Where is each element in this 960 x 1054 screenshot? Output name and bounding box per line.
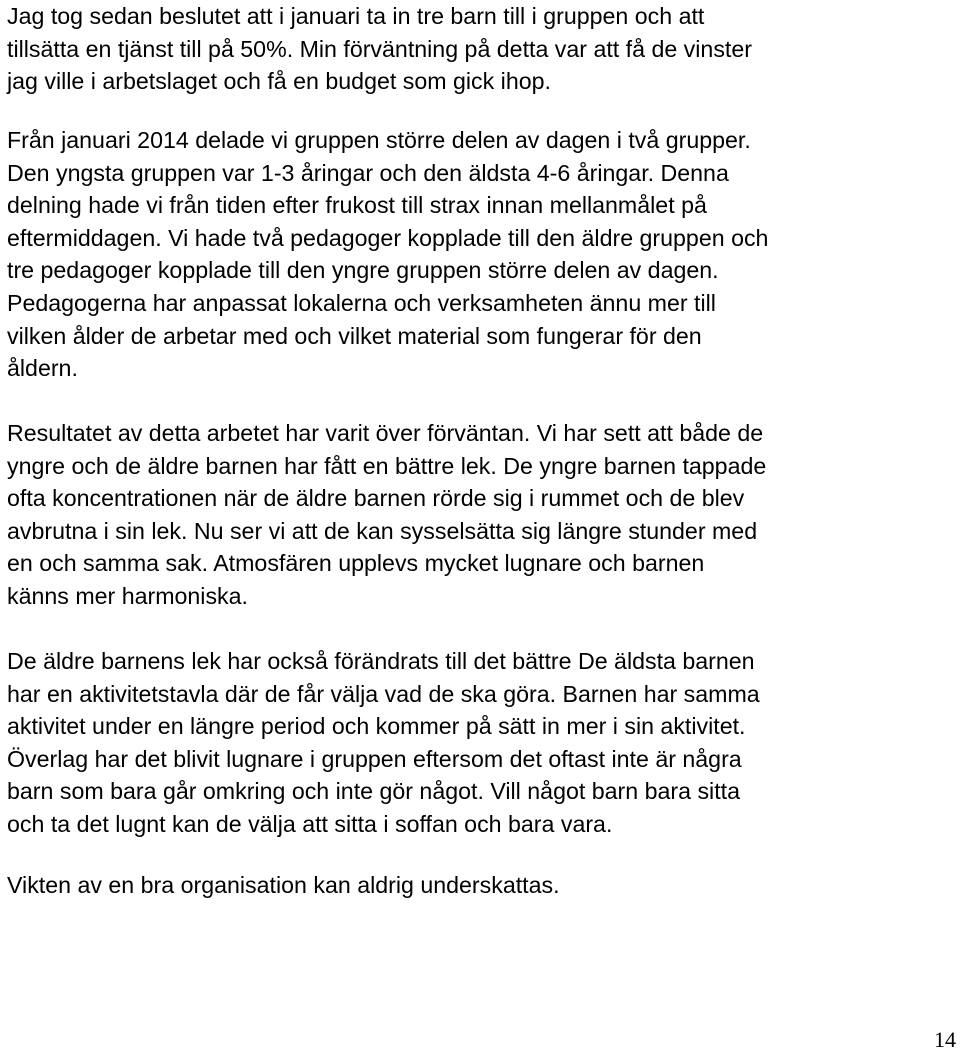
text-line: Pedagogerna har anpassat lokalerna och verksamheten ännu mer till (7, 289, 716, 316)
text-line: ofta koncentrationen när de äldre barnen rörde sig i rummet och de blev (7, 485, 745, 512)
text-line: Överlag har det blivit lugnare i gruppen eftersom det oftast inte är några (7, 745, 742, 772)
paragraph-2 (7, 124, 768, 385)
text-line: De äldre barnens lek har också förändrats till det bättre De äldsta barnen (7, 648, 755, 674)
text-line: Från januari 2014 delade vi gruppen större delen av dagen i två grupper. (7, 127, 751, 153)
paragraph-5 (7, 869, 560, 902)
page-number: 14 (934, 1027, 956, 1052)
text-line: Vikten av en bra organisation kan aldrig underskattas. (7, 872, 560, 898)
paragraph-4 (7, 645, 760, 841)
text-line: en och samma sak. Atmosfären upplevs mycket lugnare och barnen (7, 550, 705, 577)
text-line: eftermiddagen. Vi hade två pedagoger kopplade till den äldre gruppen och (7, 224, 769, 251)
text-line: vilken ålder de arbetar med och vilket material som fungerar för den (7, 322, 702, 349)
text-line: delning hade vi från tiden efter frukost till strax innan mellanmålet på (7, 192, 707, 219)
text-line: Jag tog sedan beslutet att i januari ta in tre barn till i gruppen och att (7, 3, 705, 29)
text-line: åldern. (7, 355, 78, 382)
text-line: avbrutna i sin lek. Nu ser vi att de kan sysselsätta sig längre stunder med (7, 517, 758, 544)
text-line: jag ville i arbetslaget och få en budget som gick ihop. (7, 68, 551, 95)
text-line: känns mer harmoniska. (7, 582, 248, 609)
text-line: Den yngsta gruppen var 1-3 åringar och den äldsta 4-6 åringar. Denna (7, 159, 729, 186)
text-line: och ta det lugnt kan de välja att sitta i soffan och bara vara. (7, 810, 613, 837)
text-line: yngre och de äldre barnen har fått en bättre lek. De yngre barnen tappade (7, 452, 767, 479)
text-line: Resultatet av detta arbetet har varit över förväntan. Vi har sett att både de (7, 420, 764, 446)
paragraph-1 (7, 0, 752, 98)
text-line: har en aktivitetstavla där de får välja vad de ska göra. Barnen har samma (7, 680, 760, 707)
text-line: barn som bara går omkring och inte gör något. Vill något barn bara sitta (7, 778, 740, 805)
paragraph-3 (7, 417, 766, 613)
text-line: tillsätta en tjänst till på 50%. Min förväntning på detta var att få de vinster (7, 35, 752, 62)
text-line: aktivitet under en längre period och kommer på sätt in mer i sin aktivitet. (7, 713, 746, 740)
text-line: tre pedagoger kopplade till den yngre gruppen större delen av dagen. (7, 257, 719, 284)
